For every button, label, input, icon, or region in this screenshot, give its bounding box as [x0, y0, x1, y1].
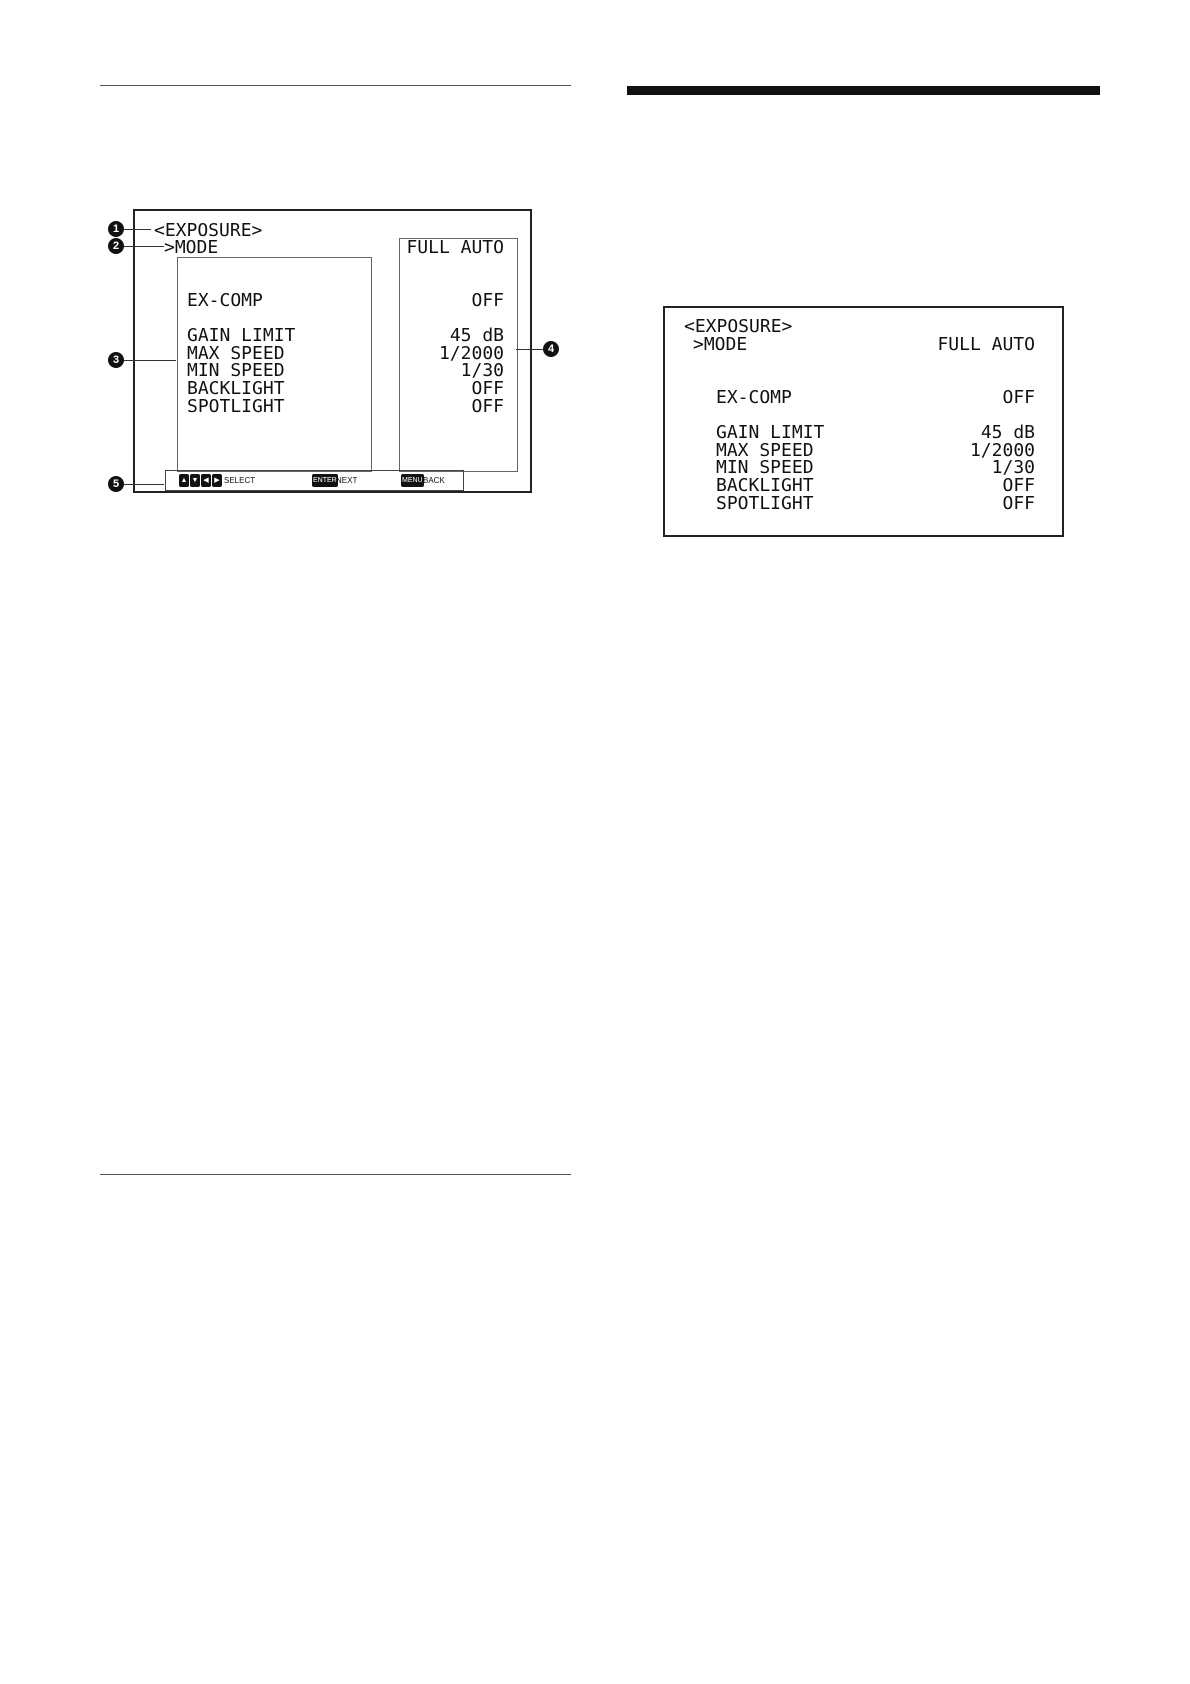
callout-marker: 5: [108, 476, 124, 492]
top-right-heading-bar: [627, 86, 1100, 95]
item-label: BACKLIGHT: [187, 378, 285, 399]
callout-leader: [124, 246, 164, 247]
exposure-menu-screen: [663, 306, 1064, 537]
callout-marker: 3: [108, 352, 124, 368]
mode-label: >MODE: [164, 237, 219, 258]
item-label: EX-COMP: [716, 387, 792, 408]
item-value: 1/30: [991, 457, 1035, 478]
item-label: SPOTLIGHT: [716, 493, 814, 514]
item-label: EX-COMP: [187, 290, 263, 311]
mode-label: >MODE: [693, 334, 748, 355]
mode-value: FULL AUTO: [937, 334, 1035, 355]
item-value: 1/2000: [969, 440, 1035, 461]
lower-left-rule: [100, 1174, 571, 1175]
callout-leader: [124, 484, 164, 485]
menu-title: <EXPOSURE>: [684, 316, 793, 337]
item-value: OFF: [1002, 475, 1035, 496]
item-value: OFF: [471, 396, 504, 417]
item-value: 1/30: [460, 360, 504, 381]
item-value: OFF: [1002, 387, 1035, 408]
item-value: 45 dB: [449, 325, 504, 346]
top-left-rule: [100, 85, 571, 86]
enter-key-icon: ENTER: [312, 474, 338, 487]
callout-marker: 2: [108, 238, 124, 254]
operation-guide-bar: [165, 470, 464, 491]
item-label: GAIN LIMIT: [187, 325, 296, 346]
callout-marker: 4: [543, 341, 559, 357]
item-value: OFF: [471, 290, 504, 311]
mode-value: FULL AUTO: [406, 237, 504, 258]
item-value: 45 dB: [980, 422, 1035, 443]
item-label: MAX SPEED: [716, 440, 814, 461]
up-arrow-key-icon: ▲: [179, 474, 189, 487]
callout-leader: [516, 349, 543, 350]
item-label: BACKLIGHT: [716, 475, 814, 496]
item-label: SPOTLIGHT: [187, 396, 285, 417]
callout-marker: 1: [108, 221, 124, 237]
item-label: MAX SPEED: [187, 343, 285, 364]
exposure-menu-diagram: [133, 209, 532, 493]
item-label: GAIN LIMIT: [716, 422, 825, 443]
callout-leader: [124, 229, 151, 230]
select-label: SELECT: [224, 476, 256, 485]
right-arrow-key-icon: ▶: [212, 474, 222, 487]
menu-title: <EXPOSURE>: [154, 220, 263, 241]
back-label: BACK: [423, 476, 445, 485]
next-label: NEXT: [336, 476, 358, 485]
item-value: OFF: [471, 378, 504, 399]
callout-leader: [124, 360, 176, 361]
left-arrow-key-icon: ◀: [201, 474, 211, 487]
item-label: MIN SPEED: [716, 457, 814, 478]
item-value: OFF: [1002, 493, 1035, 514]
down-arrow-key-icon: ▼: [190, 474, 200, 487]
item-value: 1/2000: [438, 343, 504, 364]
menu-key-icon: MENU: [401, 474, 424, 487]
item-label: MIN SPEED: [187, 360, 285, 381]
